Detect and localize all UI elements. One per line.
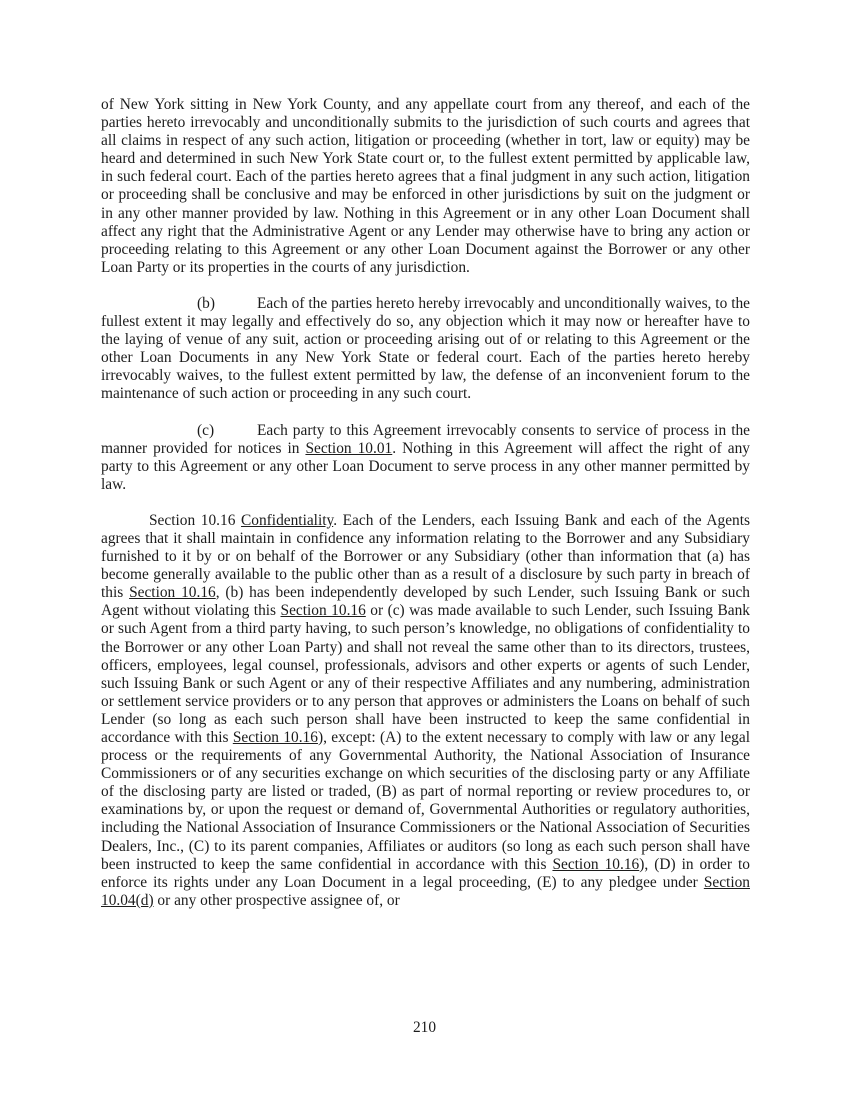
paragraph-text: Each of the parties hereto hereby irrevocably and unconditionally waives, to the fullest extent it may legally and effectively do so, any objection which it may now or hereafter have to the laying of venue of any suit, action or proceeding arising out of or relating to this Agreement or the other Loan Documents in any New York State or federal court. Each of the parties hereto hereby irrevocably waives, to the fullest extent permitted by law, the defense of an inconvenient forum to the maintenance of such action or proceeding in any such court. (101, 294, 750, 403)
section-ref-10-16: Section 10.16 (129, 584, 216, 602)
paragraph-b-venue-waiver (101, 295, 750, 404)
section-ref-10-04d: Section 10.04(d) (101, 873, 750, 909)
section-ref-10-16: Section 10.16 (552, 855, 640, 873)
section-ref-10-01: Section 10.01 (305, 439, 393, 457)
clause-label-b: (b) (197, 294, 215, 312)
paragraph-text: , (b) has been independently developed by such Lender, such Issuing Bank or such Agent without violating this (101, 584, 750, 620)
section-heading: Confidentiality (241, 511, 334, 529)
clause-label-c: (c) (197, 421, 215, 439)
section-10-16-confidentiality (101, 512, 750, 910)
paragraph-text: . Each of the Lenders, each Issuing Bank and each of the Agents agrees that it shall maintain in confidence any information relating to the Borrower and any Subsidiary furnished to it by or on behalf of the Borrower or any Subsidiary (other than information that (a) has become generally available to the public other than as a result of a disclosure by such party in breach of this (101, 511, 750, 602)
paragraph-c-service-of-process (101, 422, 750, 494)
paragraph-text: or any other prospective assignee of, or (153, 891, 400, 909)
section-ref-10-16: Section 10.16 (232, 729, 318, 746)
document-page (101, 96, 750, 928)
section-number: Section 10.16 (149, 511, 236, 529)
paragraph-text: Each party to this Agreement irrevocably consents to service of process in the manner provided for notices in (101, 421, 750, 457)
paragraph-text: ), (D) in order to enforce its rights under any Loan Document in a legal proceeding, (E) to any pledgee under (101, 855, 750, 891)
paragraph-text: ), except: (A) to the extent necessary to comply with law or any legal process or the requirements of any Governmental Authority, the National Association of Insurance Commissioners or of any securities exchange on which securities of the disclosing party or any Affiliate of the disclosing party are listed or traded, (B) as part of normal reporting or review procedures to, or examinations by, or upon the request or demand of, Governmental Authorities or regulatory authorities, including the National Association of Insurance Commissioners or the National Association of Securities Dealers, Inc., (C) to its parent companies, Affiliates or auditors (so long as each such person shall have been instructed to keep the same confidential in accordance with this (101, 729, 750, 873)
paragraph-text: of New York sitting in New York County, and any appellate court from any thereof, and each of the parties hereto irrevocably and unconditionally submits to the jurisdiction of such courts and agrees that all claims in respect of any such action, litigation or proceeding (whether in tort, law or equity) may be heard and determined in such New York State court or, to the fullest extent permitted by applicable law, in such federal court. Each of the parties hereto agrees that a final judgment in any such action, litigation or proceeding shall be conclusive and may be enforced in other jurisdictions by suit on the judgment or in any other manner provided by law. Nothing in this Agreement or in any other Loan Document shall affect any right that the Administrative Agent or any Lender may otherwise have to bring any action or proceeding relating to this Agreement or any other Loan Document against the Borrower or any other Loan Party or its properties in the courts of any jurisdiction. (101, 96, 750, 276)
paragraph-text: . Nothing in this Agreement will affect the right of any party to this Agreement or any other Loan Document to serve process in any other manner permitted by law. (101, 439, 750, 493)
page-number: 210 (412, 1019, 437, 1036)
section-ref-10-16: Section 10.16 (280, 602, 366, 620)
paragraph-jurisdiction-continued (101, 96, 750, 277)
paragraph-text: or (c) was made available to such Lender, such Issuing Bank or such Agent from a third party having, to such person’s knowledge, no obligations of confidentiality to the Borrower or any other Loan Party) and shall not reveal the same other than to its directors, trustees, officers, employees, legal counsel, professionals, advisors and other experts or agents of such Lender, such Issuing Bank or such Agent or any of their respective Affiliates and any numbering, administration or settlement service providers or to any person that approves or administers the Loans on behalf of such Lender (so long as each such person shall have been instructed to keep the same confidential in accordance with this (101, 602, 750, 746)
